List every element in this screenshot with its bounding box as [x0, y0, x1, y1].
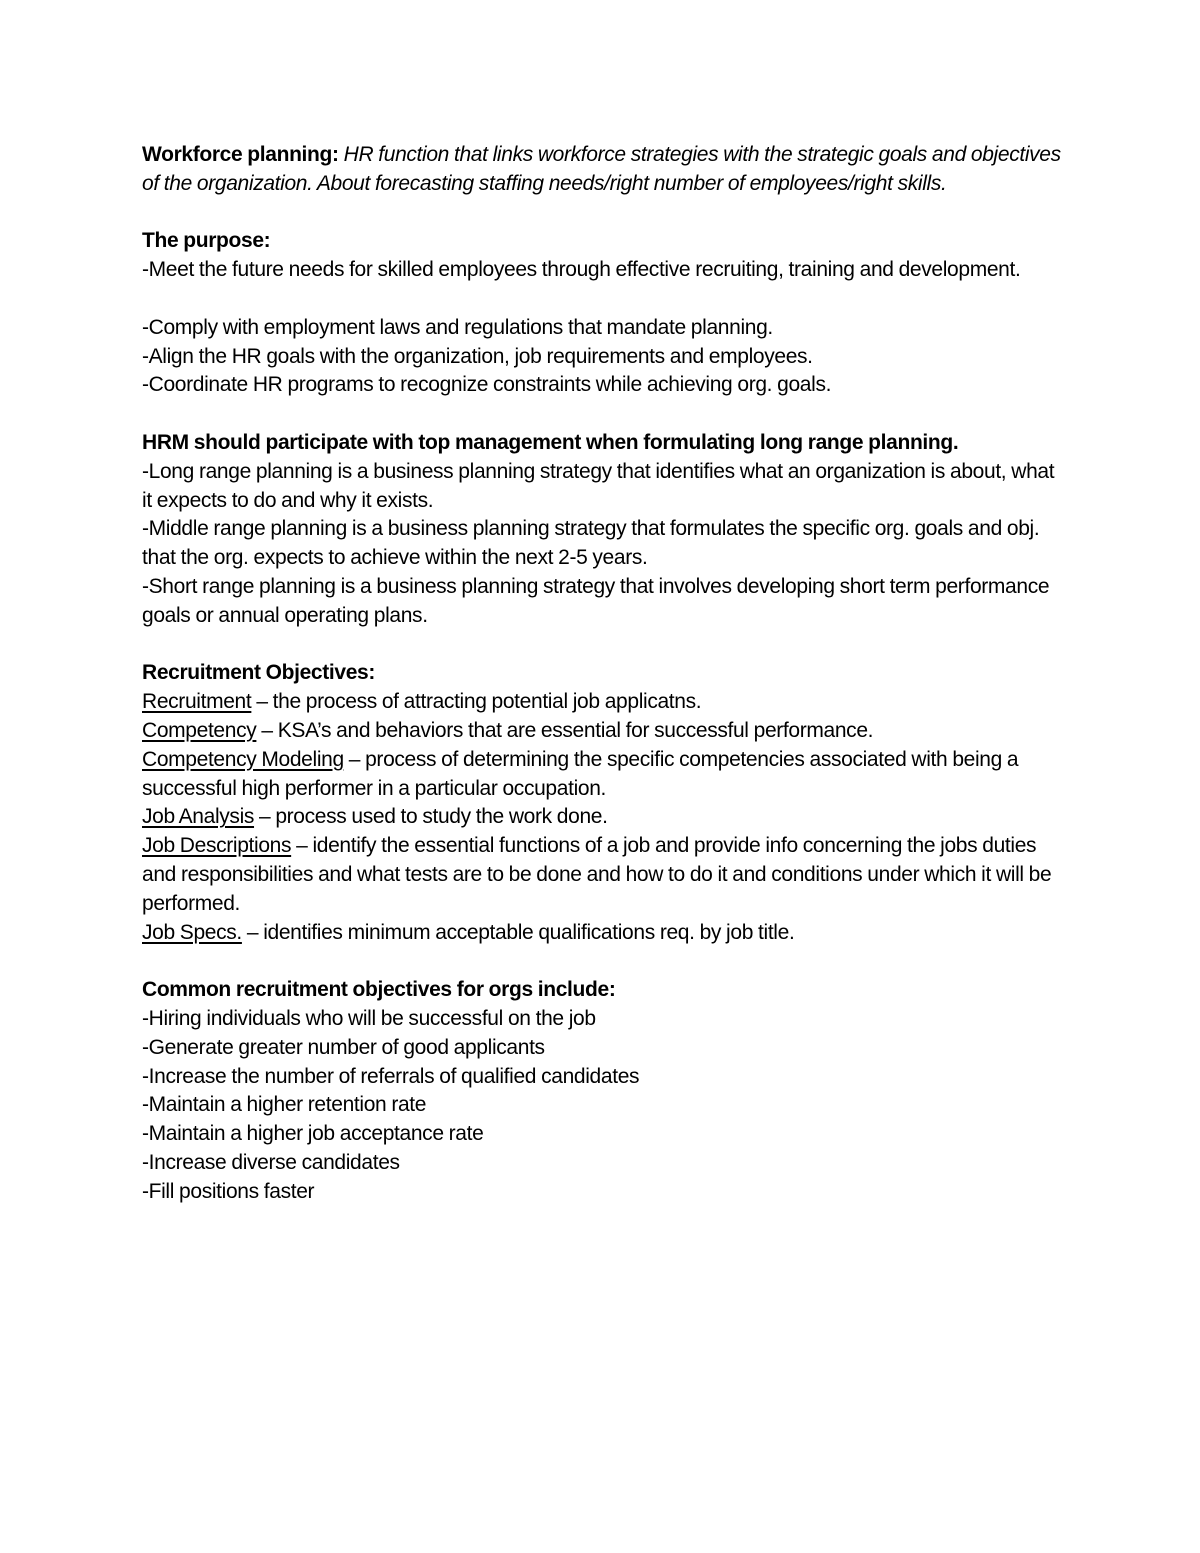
objective-item: -Maintain a higher job acceptance rate — [142, 1122, 484, 1146]
purpose-item: -Align the HR goals with the organization, job requirements and employees. — [142, 344, 813, 368]
planning-section — [142, 429, 1062, 631]
term-definition: – process used to study the work done. — [254, 805, 608, 829]
intro-heading: Workforce planning: — [142, 143, 339, 166]
spacer — [142, 631, 1062, 660]
term-label: Recruitment — [142, 690, 252, 714]
term-definition: – identifies minimum acceptable qualifications req. by job title. — [241, 920, 795, 944]
objective-item: -Maintain a higher retention rate — [142, 1093, 427, 1117]
planning-item: -Middle range planning is a business planning strategy that formulates the specific org. goals and obj. that the org. expects to achieve within the next 2-5 years. — [142, 517, 1040, 570]
term-label: Job Analysis — [142, 805, 255, 829]
recruitment-section — [142, 659, 1062, 947]
common-objectives-section — [142, 976, 1062, 1206]
common-objectives-heading: Common recruitment objectives for orgs include: — [142, 978, 616, 1002]
purpose-heading: The purpose: — [142, 229, 271, 253]
objective-item: -Generate greater number of good applicants — [142, 1035, 545, 1059]
term-definition: – identify the essential functions of a job and provide info concerning the jobs duties and responsibilities and what tests are to be done and how to do it and conditions under which it will be performed. — [142, 834, 1052, 915]
definition-competency-modeling — [142, 746, 1062, 804]
definition-recruitment — [142, 688, 1062, 717]
document-page — [142, 141, 1062, 1206]
purpose-item: -Comply with employment laws and regulations that mandate planning. — [142, 315, 773, 339]
term-definition: – the process of attracting potential job applicatns. — [251, 690, 702, 714]
intro-paragraph — [142, 141, 1062, 199]
planning-item: -Short range planning is a business planning strategy that involves developing short term performance goals or annual operating plans. — [142, 574, 1050, 627]
term-label: Job Descriptions — [142, 834, 292, 858]
purpose-item: -Coordinate HR programs to recognize constraints while achieving org. goals. — [142, 373, 832, 397]
definition-job-specs — [142, 919, 1062, 948]
term-definition: – process of determining the specific competencies associated with being a successful high performer in a particular occupation. — [142, 747, 1019, 800]
spacer — [142, 285, 1062, 314]
planning-heading: HRM should participate with top management when formulating long range planning. — [142, 430, 959, 454]
term-label: Competency Modeling — [142, 747, 344, 771]
planning-item: -Long range planning is a business planning strategy that identifies what an organization is about, what it expects to do and why it exists. — [142, 459, 1055, 512]
objective-item: -Increase diverse candidates — [142, 1150, 400, 1174]
intro-definition: HR function that links workforce strategies with the strategic goals and objectives of the organization. About forecasting staffing needs/right number of employees/right skills. — [142, 143, 1061, 195]
definition-job-descriptions — [142, 832, 1062, 918]
term-definition: – KSA’s and behaviors that are essential for successful performance. — [256, 718, 874, 742]
spacer — [142, 947, 1062, 976]
spacer — [142, 400, 1062, 429]
definition-job-analysis — [142, 803, 1062, 832]
recruitment-heading: Recruitment Objectives: — [142, 661, 376, 685]
term-label: Job Specs. — [142, 920, 242, 944]
term-label: Competency — [142, 718, 257, 742]
definition-competency — [142, 717, 1062, 746]
purpose-item: -Meet the future needs for skilled employees through effective recruiting, training and development. — [142, 258, 1021, 282]
spacer — [142, 199, 1062, 228]
purpose-section — [142, 227, 1062, 400]
objective-item: -Fill positions faster — [142, 1179, 315, 1203]
objective-item: -Increase the number of referrals of qualified candidates — [142, 1064, 640, 1088]
objective-item: -Hiring individuals who will be successful on the job — [142, 1006, 596, 1030]
